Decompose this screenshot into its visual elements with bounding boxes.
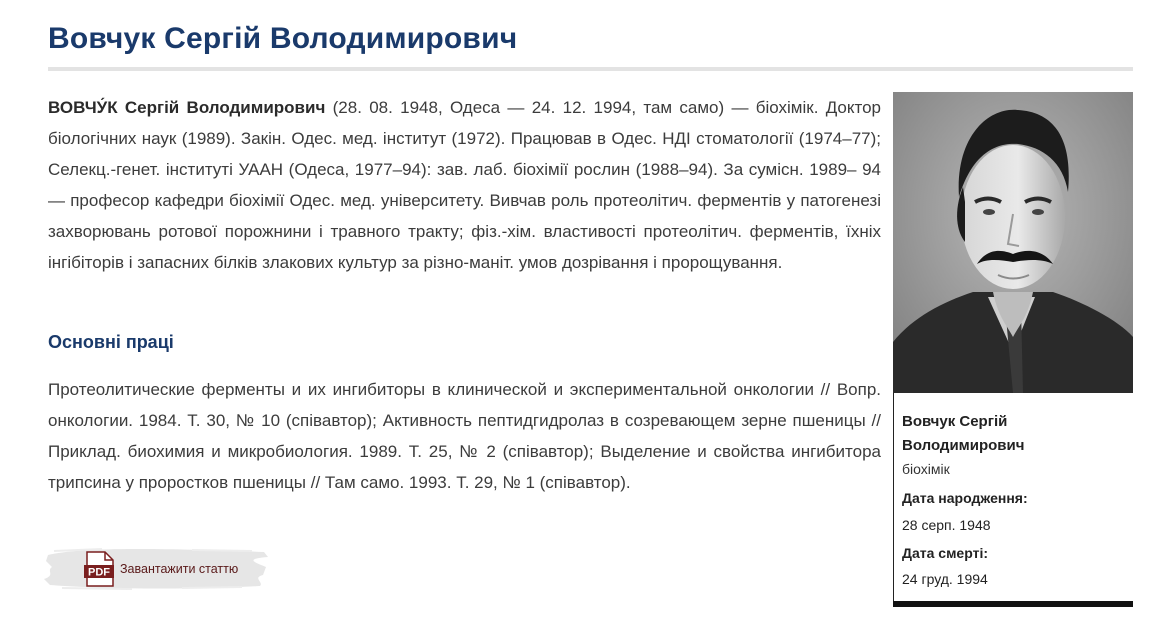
bio-name: ВОВЧУ́К Сергій Володимирович [48,98,326,117]
works-paragraph: Протеолитические ферменты и их ингибиторы в клинической и экспериментальной онкологии // Вопр. онкологии. 1984. Т. 30, № 10 (співавтор); Активность пептидгидролаз в созревающем зерне пшеницы // Приклад. биохимия и микробиология. 1989. Т. 25, № 2 (співавтор); Выделение и свойства ингибитора трипсина у проростков пшеницы // Там само. 1993. Т. 29, № 1 (співавтор). [48,380,881,492]
infobox [893,393,1134,606]
pdf-icon [84,551,116,587]
birth-date-value: 28 серп. 1948 [902,517,991,533]
biography-paragraph [48,92,881,278]
page-title: Вовчук Сергій Володимирович [48,22,518,55]
works-heading: Основні праці [48,332,174,352]
birth-date-label: Дата народження: [902,490,1028,506]
bio-text: (28. 08. 1948, Одеса — 24. 12. 1994, там само) — біохімік. Доктор біологічних наук (1989). Закін. Одес. мед. інститут (1972). Працював в Одес. НДІ стоматології (1974–77); Селекц.-генет. інституті УААН (Одеса, 1977–94): зав. лаб. біохімії рослин (1988–94). За сумісн. 1989– 94 — професор кафедри біохімії Одес. мед. університету. Вивчав роль протеолітич. ферментів у патогенезі захворювань ротової порожнини і травного тракту; фіз.-хім. властивості протеолітич. ферментів, їхніх інгібіторів і запасних білків злакових культур за різно-маніт. умов дозрівання і пророщування. [48,98,882,272]
download-label[interactable]: Завантажити статтю [120,562,239,576]
download-article-button[interactable] [42,545,270,591]
portrait-image [893,92,1133,393]
infobox-name: Вовчук Сергій Володимирович [902,413,1025,454]
title-divider [48,67,1133,71]
infobox-bottom-rule [893,601,1133,607]
portrait-photo [893,92,1133,393]
infobox-profession: біохімік [902,461,950,477]
death-date-label: Дата смерті: [902,545,988,561]
death-date-value: 24 груд. 1994 [902,571,988,587]
pdf-icon-text: PDF [88,566,110,579]
